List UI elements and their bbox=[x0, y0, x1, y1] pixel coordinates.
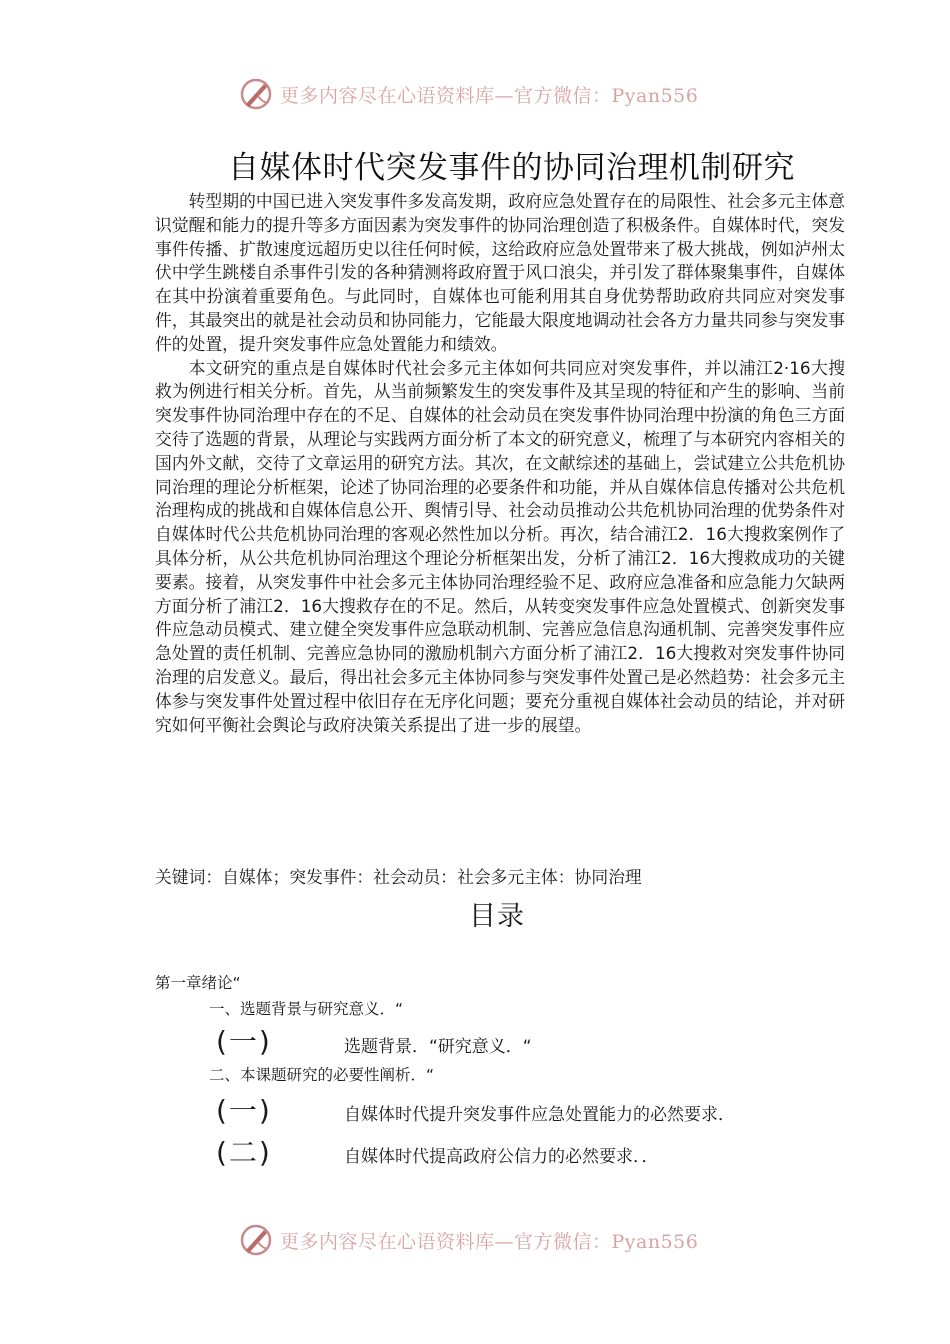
toc-section-2[interactable]: 二、本课题研究的必要性阐析．“ bbox=[209, 1066, 435, 1084]
toc-title: 目录 bbox=[469, 901, 525, 932]
watermark-top bbox=[238, 74, 758, 114]
toc-section-1[interactable]: 一、选题背景与研究意义．“ bbox=[209, 1000, 404, 1018]
watermark-text: 更多内容尽在心语资料库—官方微信：Pyan556 bbox=[280, 1230, 699, 1253]
toc-subsection-2b-number: (二) bbox=[216, 1136, 272, 1169]
toc-chapter-1[interactable]: 第一章绪论“ bbox=[155, 974, 241, 992]
document-title: 自媒体时代突发事件的协同治理机制研究 bbox=[228, 150, 795, 186]
brush-circle-logo-icon bbox=[238, 1222, 274, 1258]
keywords: 关键词：自媒体；突发事件：社会动员：社会多元主体：协同治理 bbox=[155, 867, 642, 887]
watermark-bottom bbox=[238, 1220, 758, 1260]
abstract-paragraph-2: 本文研究的重点是自媒体时代社会多元主体如何共同应对突发事件，并以浦江2·16大搜救为例进行相关分析。首先，从当前频繁发生的突发事件及其呈现的特征和产生的影响、当前突发事件协同治理中存在的不足、自媒体的社会动员在突发事件协同治理中扮演的角色三方面交待了选题的背景，从理论与实践两方面分析了本文的研究意义，梳理了与本研究内容相关的国内外文献，交待了文章运用的研究方法。其次，在文献综述的基础上，尝试建立公共危机协同治理的理论分析框架，论述了协同治理的必要条件和功能，并从自媒体信息传播对公共危机治理构成的挑战和自媒体信息公开、舆情引导、社会动员推动公共危机协同治理的优势条件对自媒体时代公共危机协同治理的客观必然性加以分析。再次，结合浦江2．16大搜救案例作了具体分析，从公共危机协同治理这个理论分析框架出发，分析了浦江2．16大搜救成功的关键要素。接着，从突发事件中社会多元主体协同治理经验不足、政府应急准备和应急能力欠缺两方面分析了浦江2．16大搜救存在的不足。然后，从转变突发事件应急处置模式、创新突发事件应急动员模式、建立健全突发事件应急联动机制、完善应急信息沟通机制、完善突发事件应急处置的责任机制、完善应急协同的激励机制六方面分析了浦江2．16大搜救对突发事件协同治理的启发意义。最后，得出社会多元主体协同参与突发事件处置己是必然趋势：社会多元主体参与突发事件处置过程中依旧存在无序化问题；要充分重视自媒体社会动员的结论，并对研究如何平衡社会舆论与政府决策关系提出了进一步的展望。 bbox=[155, 357, 845, 735]
toc-subsection-1[interactable]: 选题背景．“研究意义．“ bbox=[344, 1037, 532, 1057]
abstract bbox=[155, 190, 845, 737]
toc-subsection-2a-number: (一) bbox=[216, 1094, 272, 1127]
toc-subsection-2b[interactable]: 自媒体时代提高政府公信力的必然要求．． bbox=[344, 1147, 659, 1167]
toc-subsection-1-number: (一) bbox=[216, 1025, 272, 1058]
abstract-paragraph-1: 转型期的中国已进入突发事件多发高发期，政府应急处置存在的局限性、社会多元主体意识觉醒和能力的提升等多方面因素为突发事件的协同治理创造了积极条件。自媒体时代，突发事件传播、扩散速度远超历史以往任何时候，这给政府应急处置带来了极大挑战，例如泸州太伏中学生跳楼自杀事件引发的各种猜测将政府置于风口浪尖，并引发了群体聚集事件，自媒体在其中扮演着重要角色。与此同时，自媒体也可能利用其自身优势帮助政府共同应对突发事件，其最突出的就是社会动员和协同能力，它能最大限度地调动社会各方力量共同参与突发事件的处置，提升突发事件应急处置能力和绩效。 bbox=[155, 191, 845, 354]
toc-subsection-2a[interactable]: 自媒体时代提升突发事件应急处置能力的必然要求． bbox=[344, 1105, 735, 1125]
brush-circle-logo-icon bbox=[238, 76, 274, 112]
watermark-text: 更多内容尽在心语资料库—官方微信：Pyan556 bbox=[280, 84, 699, 107]
